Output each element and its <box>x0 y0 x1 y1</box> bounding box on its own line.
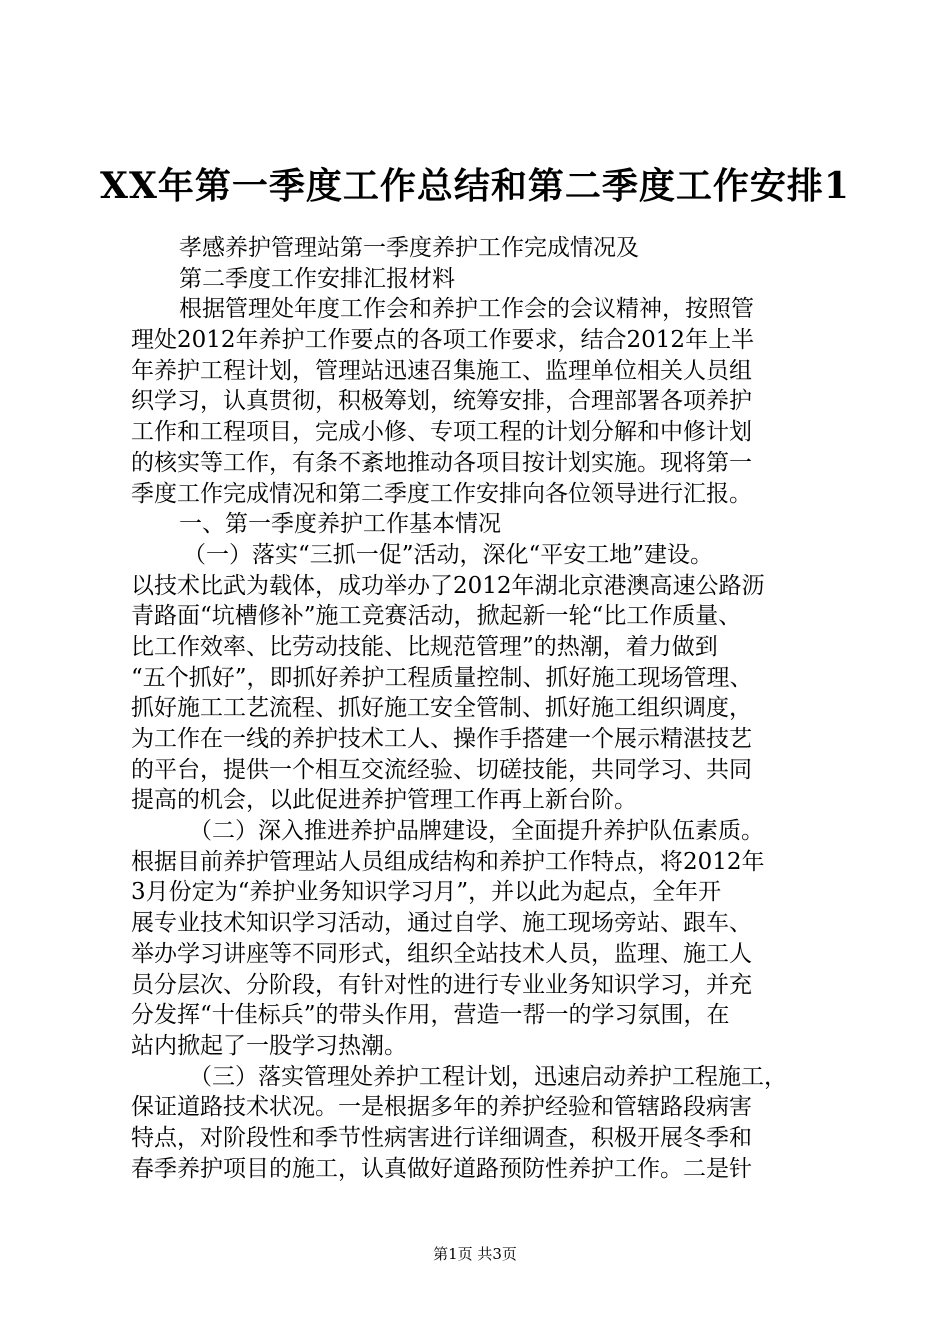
page-footer: 第1页 共3页 <box>433 1245 517 1263</box>
paragraph-line: 工作和工程项目，完成小修、专项工程的计划分解和中修计划 <box>131 419 752 446</box>
paragraph-line: 站内掀起了一股学习热潮。 <box>131 1032 407 1059</box>
paragraph-line: 季度工作完成情况和第二季度工作安排向各位领导进行汇报。 <box>131 480 752 507</box>
subtitle-line-2: 第二季度工作安排汇报材料 <box>179 265 455 292</box>
paragraph-line: 为工作在一线的养护技术工人、操作手搭建一个展示精湛技艺 <box>131 726 752 752</box>
subsection-heading-3: （三）落实管理处养护工程计划，迅速启动养护工程施工， <box>189 1063 787 1090</box>
paragraph-line: 分发挥“十佳标兵”的带头作用，营造一帮一的学习氛围，在 <box>131 1002 730 1029</box>
document-title: XX年第一季度工作总结和第二季度工作安排1 <box>100 165 850 207</box>
paragraph-line: 比工作效率、比劳动技能、比规范管理”的热潮，着力做到 <box>131 633 718 660</box>
paragraph-line: 举办学习讲座等不同形式，组织全站技术人员，监理、施工人 <box>131 940 752 967</box>
paragraph-line: 特点，对阶段性和季节性病害进行详细调查，积极开展冬季和 <box>131 1124 752 1151</box>
paragraph-line: 根据管理处年度工作会和养护工作会的会议精神，按照管 <box>179 296 754 323</box>
section-heading: 一、第一季度养护工作基本情况 <box>179 511 501 538</box>
paragraph-line: 织学习，认真贯彻，积极筹划，统筹安排，合理部署各项养护 <box>131 388 752 415</box>
paragraph-line: 保证道路技术状况。一是根据多年的养护经验和管辖路段病害 <box>131 1094 752 1121</box>
paragraph-line: 青路面“坑槽修补”施工竞赛活动，掀起新一轮“比工作质量、 <box>131 603 742 630</box>
paragraph-line: 的核实等工作，有条不紊地推动各项目按计划实施。现将第一 <box>131 449 752 476</box>
paragraph-line: 以技术比武为载体，成功举办了2012年湖北京港澳高速公路沥 <box>131 572 765 599</box>
paragraph-line: 抓好施工工艺流程、抓好施工安全管制、抓好施工组织调度， <box>131 695 752 722</box>
paragraph-line: 员分层次、分阶段，有针对性的进行专业业务知识学习，并充 <box>131 971 752 998</box>
paragraph-line: 年养护工程计划，管理站迅速召集施工、监理单位相关人员组 <box>131 357 752 384</box>
paragraph-line: 根据目前养护管理站人员组成结构和养护工作特点，将2012年 <box>131 848 765 875</box>
paragraph-line: 理处2012年养护工作要点的各项工作要求，结合2012年上半 <box>131 327 755 354</box>
document-body <box>131 233 853 1184</box>
subsection-heading-2: （二）深入推进养护品牌建设，全面提升养护队伍素质。 <box>189 818 764 845</box>
paragraph-line: 春季养护项目的施工，认真做好道路预防性养护工作。二是针 <box>131 1155 752 1182</box>
subtitle-line-1: 孝感养护管理站第一季度养护工作完成情况及 <box>179 235 639 261</box>
subsection-heading-1: （一）落实“三抓一促”活动，深化“平安工地”建设。 <box>183 541 714 568</box>
paragraph-line: 提高的机会，以此促进养护管理工作再上新台阶。 <box>131 787 637 814</box>
paragraph-line: 3月份定为“养护业务知识学习月”，并以此为起点，全年开 <box>131 879 722 906</box>
paragraph-line: “五个抓好”，即抓好养护工程质量控制、抓好施工现场管理、 <box>131 664 753 691</box>
paragraph-line: 的平台，提供一个相互交流经验、切磋技能，共同学习、共同 <box>131 756 752 783</box>
paragraph-line: 展专业技术知识学习活动，通过自学、施工现场旁站、跟车、 <box>131 910 752 937</box>
